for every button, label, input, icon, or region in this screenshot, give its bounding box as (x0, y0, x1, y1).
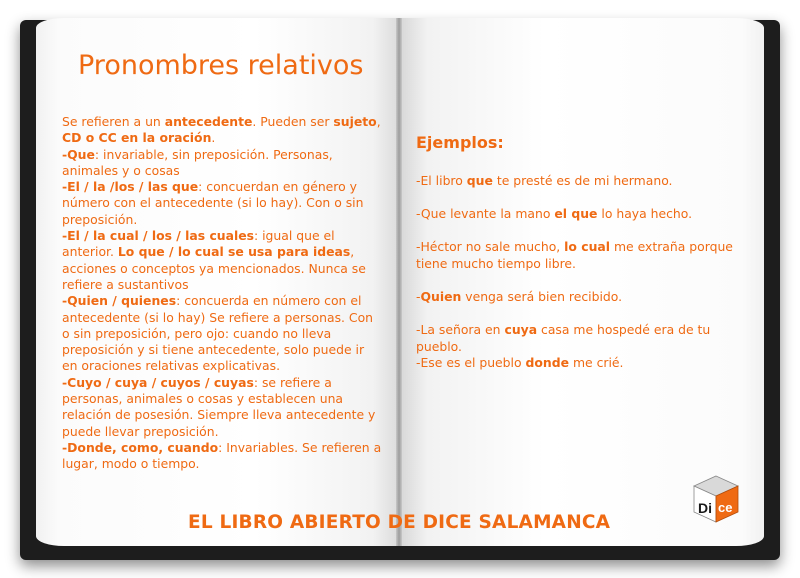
example-3 (416, 238, 756, 272)
def-quien-term: -Quien / quienes (62, 293, 177, 309)
book-spine (396, 18, 402, 546)
def-donde-text: : Invariables. Se refieren a lugar, modo o tiempo. (62, 439, 382, 472)
example-4-pronoun: Quien (420, 289, 462, 304)
page-title: Pronombres relativos (78, 50, 364, 81)
example-5-text-a: -La señora en (416, 322, 505, 337)
right-page (398, 18, 764, 546)
def-el-que-term: -El / la /los / las que (62, 179, 199, 195)
example-6-text-a: -Ese es el pueblo (416, 355, 526, 370)
def-cuyo-text: : se refiere a personas, animales o cosas y establecen una relación de posesión. Siempre lleva antecedente y puede llevar preposición. (62, 374, 376, 439)
example-6-text-b: me crié. (569, 355, 624, 370)
example-2-text-a: -Que levante la mano (416, 206, 555, 221)
example-3-text-b: me extraña porque tiene mucho tiempo libre. (416, 239, 733, 271)
def-el-cual-text: : igual que el anterior. (62, 228, 335, 260)
def-cuyo-term: -Cuyo / cuya / cuyos / cuyas (62, 374, 254, 390)
example-5-pronoun: cuya (504, 322, 538, 337)
def-antecedente: antecedente (164, 114, 253, 129)
example-3-text-a: -Héctor no sale mucho, (416, 239, 565, 254)
def-que-term: -Que (62, 146, 95, 162)
example-1-text-a: -El libro (416, 173, 467, 188)
example-2 (416, 205, 756, 222)
def-intro-text-2: . Pueden ser (252, 114, 334, 129)
def-el-cual-term: -El / la cual / los / las cuales (62, 228, 254, 244)
example-1-text-b: te presté es de mi hermano. (492, 173, 673, 188)
example-6 (416, 354, 756, 371)
example-2-pronoun: el que (554, 206, 598, 221)
def-quien-text: : concuerda en número con el antecedente (si lo hay) Se refiere a personas. Con o sin preposición, pero ojo: cuando no lleva preposición y si tiene antecedente, solo puede ir en oraciones relativas explicativas. (62, 293, 374, 374)
example-3-pronoun: lo cual (564, 239, 611, 254)
def-que-text: : invariable, sin preposición. Personas, animales y o cosas (62, 146, 333, 178)
example-1-pronoun: que (466, 173, 493, 188)
def-lo-que-term: Lo que / lo cual se usa para ideas (117, 244, 351, 260)
example-4-text-a: - (416, 289, 421, 304)
example-1 (416, 172, 756, 189)
def-sujeto: sujeto (333, 114, 377, 129)
example-5-text-b: casa me hospedé era de tu pueblo. (416, 322, 711, 354)
dice-logo (692, 474, 740, 524)
example-2-text-b: lo haya hecho. (597, 206, 693, 221)
example-5 (416, 321, 756, 355)
def-lo-que-text: , acciones o conceptos ya mencionados. Nunca se refiere a sustantivos (62, 244, 366, 292)
def-el-que-text: : concuerdan en género y número con el antecedente (si lo hay). Con o sin preposición. (62, 179, 364, 227)
def-comma: , (376, 114, 381, 129)
logo-di-text: Di (698, 500, 712, 516)
logo-ce-text: ce (718, 500, 733, 515)
footer-caption: EL LIBRO ABIERTO DE DICE SALAMANCA (188, 512, 611, 533)
def-cd-cc: CD o CC en la oración (62, 130, 212, 146)
examples-heading: Ejemplos: (416, 133, 504, 152)
example-6-pronoun: donde (525, 355, 569, 370)
def-intro-text: Se refieren a un (62, 114, 165, 129)
definitions-text (62, 114, 382, 473)
example-4-text-b: venga será bien recibido. (461, 289, 623, 304)
def-donde-term: -Donde, como, cuando (62, 439, 219, 455)
def-period: . (211, 130, 216, 146)
example-4 (416, 288, 756, 305)
